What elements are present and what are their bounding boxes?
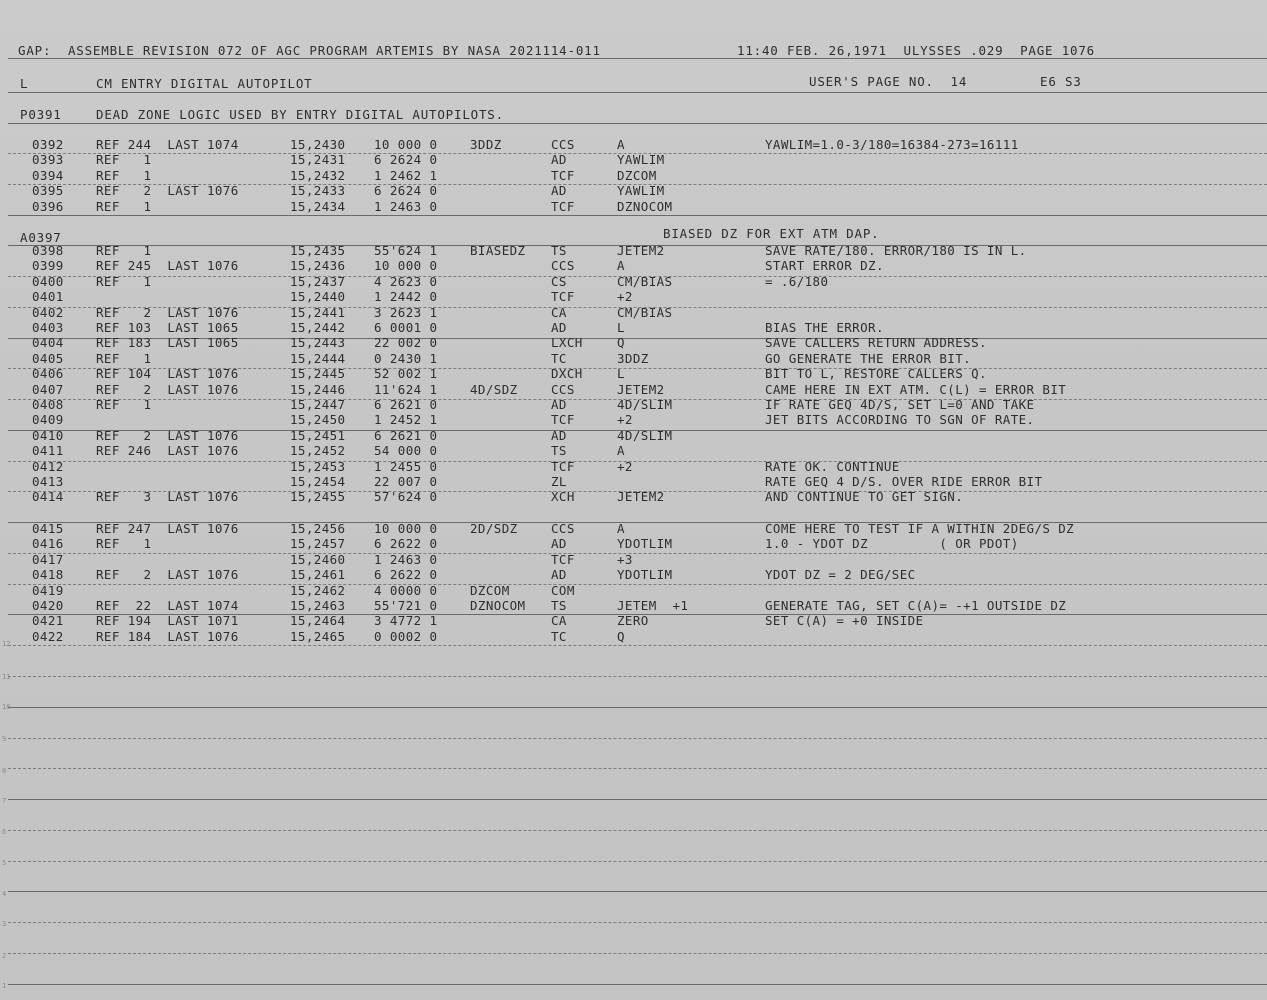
listing-operand: 4D/SLIM [617,397,673,412]
listing-op: AD [551,183,567,199]
listing-word: 57'624 0 [374,489,438,505]
listing-word: 10 000 0 [374,137,438,152]
listing-comment: YDOT DZ = 2 DEG/SEC [765,567,916,583]
listing-operand: JETEM2 [617,243,665,258]
listing-ref: REF 245 LAST 1076 [96,258,239,274]
listing-operand: JETEM2 [617,381,665,397]
listing-ref: REF 247 LAST 1076 [96,521,239,536]
section-label-a0397: A0397 [20,230,62,245]
listing-op: TC [551,350,567,366]
listing-word: 1 2462 1 [374,167,438,183]
listing-row [0,413,1267,428]
listing-line: 0399 [32,258,64,274]
listing-addr: 15,2462 [290,582,346,598]
listing-operand: L [617,320,625,335]
listing-label: 2D/SDZ [470,521,518,536]
listing-label: DZNOCOM [470,598,526,613]
listing-word: 55'721 0 [374,598,438,613]
listing-line: 0412 [32,458,64,474]
listing-ref: REF 183 LAST 1065 [96,335,239,351]
listing-line: 0406 [32,366,64,382]
listing-op: TS [551,443,567,459]
listing-comment: START ERROR DZ. [765,258,884,274]
listing-comment: BIAS THE ERROR. [765,320,884,335]
listing-word: 54 000 0 [374,443,438,459]
listing-comment: IF RATE GEQ 4D/S, SET L=0 AND TAKE [765,397,1035,412]
listing-operand: JETEM +1 [617,598,689,613]
listing-line: 0415 [32,521,64,536]
listing-row [0,475,1267,490]
listing-line: 0402 [32,304,64,320]
listing-label: BIASEDZ [470,243,526,258]
listing-row [0,367,1267,382]
listing-op: ZL [551,474,567,489]
listing-addr: 15,2433 [290,183,346,199]
section-label-p0391: P0391 [20,107,62,122]
listing-row [0,290,1267,305]
listing-ref: REF 22 LAST 1074 [96,598,239,613]
listing-row [0,444,1267,459]
listing-line: 0408 [32,397,64,412]
listing-addr: 15,2441 [290,304,346,320]
listing-word: 4 0000 0 [374,582,438,598]
listing-line: 0409 [32,412,64,428]
listing-addr: 15,2436 [290,258,346,274]
listing-comment: RATE OK. CONTINUE [765,458,900,474]
listing-row [0,259,1267,274]
listing-comment: RATE GEQ 4 D/S. OVER RIDE ERROR BIT [765,474,1043,489]
listing-line: 0416 [32,536,64,552]
listing-ref: REF 1 [96,350,152,366]
listing-row [0,630,1267,645]
listing-word: 10 000 0 [374,258,438,274]
listing-word: 22 007 0 [374,474,438,489]
listing-word: 55'624 1 [374,243,438,258]
listing-row [0,352,1267,367]
listing-comment: BIT TO L, RESTORE CALLERS Q. [765,366,987,382]
listing-row [0,321,1267,336]
listing-ref: REF 3 LAST 1076 [96,489,239,505]
listing-row [0,568,1267,583]
printout-page: GAP: ASSEMBLE REVISION 072 OF AGC PROGRAM ARTEMIS BY NASA 2021114-011 11:40 FEB. 26,1971 ULYSSES .029 PAGE 1076 L CM ENTRY DIGITAL AUTOPILOT USER'S PAGE NO. 14 E6 S3 P0391 DEAD ZONE LOGIC USED BY ENTRY DIGITAL AUTOPILOTS. 0392 REF 244 LAST 1074 15,2430 10 000 0 3DDZ CCS A YAWLIM=1.0-3/180=16384-273=16111 0393 REF 1 15,2431 6 2624 0 AD YAWLIM 0394 REF 1 15,2432 1 2462 1 TCF DZCOM 0395 REF 2 LAST 1076 15,2433 6 2624 0 AD YAWLIM 0396 REF 1 15,2434 1 2463 0 TCF DZNOCOM A0397 BIASED DZ FOR EXT ATM DAP. 0398 REF 1 15,2435 55'624 1 BIASEDZ TS JETEM2 SAVE RATE/180. ERROR/180 IS IN L. 0399 REF 245 LAST 1076 15,2436 10 000 0 CCS A START ERROR DZ. 0400 REF 1 15,2437 4 2623 0 CS CM/BIAS = .6/180 0401 15,2440 1 2442 0 TCF +2 0402 REF 2 LAST 1076 15,2441 3 2623 1 CA CM/BIAS 0403 REF 103 LAST 1065 15,2442 6 0001 0 AD L BIAS THE ERROR. 0404 REF 183 LAST 1065 15,2443 22 002 0 LXCH Q SAVE CALLERS RETURN ADDRESS. 0405 REF 1 15,2444 0 2430 1 TC 3DDZ GO GENERATE THE ERROR BIT. 0406 REF 104 LAST 1076 15,2445 52 002 1 DXCH L BIT TO L, RESTORE CALLERS Q. 0407 REF 2 LAST 1076 15,2446 11'624 1 4D/SDZ CCS JETEM2 CAME HERE IN EXT ATM. C(L) = ERROR BIT 0408 REF 1 15,2447 6 2621 0 AD 4D/SLIM IF RATE GEQ 4D/S, SET L=0 AND TAKE 0409 15,2450 1 2452 1 TCF +2 JET BITS ACCORDING TO SGN OF RATE. 0410 REF 2 LAST 1076 15,2451 6 2621 0 AD 4D/SLIM 0411 REF 246 LAST 1076 15,2452 54 000 0 TS A 0412 15,2453 1 2455 0 TCF +2 RATE OK. CONTINUE 0413 15,2454 22 007 0 ZL RATE GEQ 4 D/S. OVER RIDE ERROR BIT 0414 REF 3 LAST 1076 15,2455 57'624 0 XCH JETEM2 AND CONTINUE TO GET SIGN. 0415 REF 247 LAST 1076 15,2456 10 000 0 2D/SDZ CCS A COME HERE TO TEST IF A WITHIN 2DEG/S DZ 0416 REF 1 15,2457 6 2622 0 AD YDOTLIM 1.0 - YDOT DZ ( OR PDOT) 0417 15,2460 1 2463 0 TCF +3 0418 REF 2 LAST 1076 15,2461 6 2622 0 AD YDOTLIM YDOT DZ = 2 DEG/SEC 0419 15,2462 4 0000 0 DZCOM COM 0420 REF 22 LAST 1074 15,2463 55'721 0 DZNOCOM TS JETEM +1 GENERATE TAG, SET C(A)= -+1 OUTSIDE DZ 0421 REF 194 LAST 1071 15,2464 3 4772 1 CA ZERO SET C(A) = +0 INSIDE 0422 REF 184 LAST 1076 15,2465 0 0002 0 TC Q 12 11 10 9 8 7 6 5 4 3 2 1 [0,0,1267,1000]
listing-comment: SET C(A) = +0 INSIDE [765,613,924,629]
listing-op: TS [551,598,567,613]
listing-row [0,614,1267,629]
listing-line: 0413 [32,474,64,489]
listing-operand: +2 [617,412,633,428]
listing-operand: 4D/SLIM [617,427,673,443]
listing-op: CCS [551,258,575,274]
listing-comment: YAWLIM=1.0-3/180=16384-273=16111 [765,137,1019,152]
listing-row [0,599,1267,614]
listing-row [0,537,1267,552]
listing-operand: YDOTLIM [617,536,673,552]
listing-word: 3 2623 1 [374,304,438,320]
listing-ref: REF 1 [96,198,152,214]
listing-ref: REF 184 LAST 1076 [96,628,239,644]
listing-word: 10 000 0 [374,521,438,536]
listing-ref: REF 1 [96,167,152,183]
listing-word: 6 2621 0 [374,397,438,412]
page-code: E6 S3 [1040,74,1082,89]
listing-addr: 15,2434 [290,198,346,214]
listing-comment: GO GENERATE THE ERROR BIT. [765,350,972,366]
listing-addr: 15,2430 [290,137,346,152]
listing-op: TCF [551,167,575,183]
listing-ref: REF 244 LAST 1074 [96,137,239,152]
listing-word: 0 0002 0 [374,628,438,644]
listing-ref: REF 104 LAST 1076 [96,366,239,382]
listing-word: 6 2624 0 [374,152,438,168]
listing-addr: 15,2452 [290,443,346,459]
listing-addr: 15,2456 [290,521,346,536]
listing-ref: REF 2 LAST 1076 [96,567,239,583]
listing-operand: L [617,366,625,382]
listing-row [0,429,1267,444]
listing-comment: 1.0 - YDOT DZ ( OR PDOT) [765,536,1019,552]
listing-op: TCF [551,289,575,305]
listing-addr: 15,2450 [290,412,346,428]
listing-operand: YDOTLIM [617,567,673,583]
listing-word: 1 2442 0 [374,289,438,305]
listing-ref: REF 194 LAST 1071 [96,613,239,629]
listing-op: TCF [551,198,575,214]
listing-operand: A [617,521,625,536]
section-description: DEAD ZONE LOGIC USED BY ENTRY DIGITAL AUTOPILOTS. [96,107,504,122]
page-title: CM ENTRY DIGITAL AUTOPILOT [96,76,313,91]
listing-op: TCF [551,458,575,474]
listing-line: 0396 [32,198,64,214]
listing-line: 0407 [32,381,64,397]
listing-comment: AND CONTINUE TO GET SIGN. [765,489,964,505]
listing-ref: REF 246 LAST 1076 [96,443,239,459]
listing-op: LXCH [551,335,583,351]
listing-word: 4 2623 0 [374,273,438,289]
listing-op: AD [551,536,567,552]
listing-op: XCH [551,489,575,505]
listing-operand: DZCOM [617,167,657,183]
listing-addr: 15,2432 [290,167,346,183]
listing-line: 0411 [32,443,64,459]
listing-line: 0395 [32,183,64,199]
listing-addr: 15,2437 [290,273,346,289]
listing-word: 1 2455 0 [374,458,438,474]
listing-word: 22 002 0 [374,335,438,351]
listing-ref: REF 1 [96,273,152,289]
listing-op: CCS [551,381,575,397]
listing-operand: +2 [617,289,633,305]
listing-line: 0414 [32,489,64,505]
listing-op: TCF [551,551,575,567]
listing-operand: A [617,258,625,274]
listing-row [0,553,1267,568]
listing-operand: ZERO [617,613,649,629]
listing-word: 6 0001 0 [374,320,438,335]
listing-line: 0400 [32,273,64,289]
listing-word: 6 2622 0 [374,536,438,552]
listing-operand: 3DDZ [617,350,649,366]
listing-word: 1 2463 0 [374,551,438,567]
listing-addr: 15,2447 [290,397,346,412]
listing-addr: 15,2431 [290,152,346,168]
listing-word: 6 2624 0 [374,183,438,199]
listing-op: TS [551,243,567,258]
listing-ref: REF 2 LAST 1076 [96,381,239,397]
listing-word: 11'624 1 [374,381,438,397]
listing-comment: = .6/180 [765,273,829,289]
listing-ref: REF 1 [96,243,152,258]
listing-addr: 15,2465 [290,628,346,644]
listing-addr: 15,2453 [290,458,346,474]
listing-operand: A [617,443,625,459]
users-page-number: USER'S PAGE NO. 14 [809,74,968,89]
listing-row [0,153,1267,168]
listing-addr: 15,2461 [290,567,346,583]
listing-operand: Q [617,628,625,644]
listing-label: 3DDZ [470,137,502,152]
listing-row [0,244,1267,259]
listing-op: CCS [551,137,575,152]
listing-comment: JET BITS ACCORDING TO SGN OF RATE. [765,412,1035,428]
listing-addr: 15,2443 [290,335,346,351]
listing-addr: 15,2451 [290,427,346,443]
listing-op: AD [551,320,567,335]
listing-word: 52 002 1 [374,366,438,382]
listing-line: 0410 [32,427,64,443]
listing-line: 0392 [32,137,64,152]
listing-op: AD [551,152,567,168]
listing-addr: 15,2445 [290,366,346,382]
listing-row [0,138,1267,153]
listing-op: COM [551,582,575,598]
listing-word: 6 2621 0 [374,427,438,443]
listing-row [0,169,1267,184]
listing-operand: Q [617,335,625,351]
listing-ref: REF 2 LAST 1076 [96,183,239,199]
listing-operand: DZNOCOM [617,198,673,214]
listing-ref: REF 2 LAST 1076 [96,427,239,443]
listing-op: TCF [551,412,575,428]
listing-comment: COME HERE TO TEST IF A WITHIN 2DEG/S DZ [765,521,1075,536]
listing-line: 0404 [32,335,64,351]
listing-line: 0417 [32,551,64,567]
listing-row [0,490,1267,505]
timestamp-header: 11:40 FEB. 26,1971 ULYSSES .029 PAGE 1076 [737,43,1096,58]
listing-operand: A [617,137,625,152]
listing-operand: +2 [617,458,633,474]
listing-addr: 15,2435 [290,243,346,258]
listing-addr: 15,2446 [290,381,346,397]
listing-label: 4D/SDZ [470,381,518,397]
listing-addr: 15,2444 [290,350,346,366]
listing-op: AD [551,567,567,583]
listing-line: 0420 [32,598,64,613]
listing-word: 0 2430 1 [374,350,438,366]
listing-line: 0422 [32,628,64,644]
section-marker: L [20,76,28,91]
listing-line: 0421 [32,613,64,629]
listing-row [0,460,1267,475]
listing-word: 1 2452 1 [374,412,438,428]
listing-op: TC [551,628,567,644]
section-comment: BIASED DZ FOR EXT ATM DAP. [663,226,880,241]
listing-comment: SAVE RATE/180. ERROR/180 IS IN L. [765,243,1027,258]
listing-op: CCS [551,521,575,536]
listing-ref: REF 1 [96,152,152,168]
assemble-header: GAP: ASSEMBLE REVISION 072 OF AGC PROGRAM ARTEMIS BY NASA 2021114-011 [18,43,601,58]
listing-ref: REF 1 [96,536,152,552]
listing-row [0,584,1267,599]
listing-op: AD [551,427,567,443]
listing-line: 0398 [32,243,64,258]
listing-line: 0418 [32,567,64,583]
listing-op: CA [551,304,567,320]
listing-ref: REF 1 [96,397,152,412]
listing-line: 0393 [32,152,64,168]
listing-row [0,200,1267,215]
listing-op: DXCH [551,366,583,382]
listing-ref: REF 103 LAST 1065 [96,320,239,335]
listing-row [0,398,1267,413]
listing-operand: CM/BIAS [617,304,673,320]
listing-row [0,336,1267,351]
listing-op: AD [551,397,567,412]
listing-addr: 15,2454 [290,474,346,489]
listing-line: 0419 [32,582,64,598]
listing-addr: 15,2455 [290,489,346,505]
listing-op: CA [551,613,567,629]
listing-comment: SAVE CALLERS RETURN ADDRESS. [765,335,987,351]
listing-op: CS [551,273,567,289]
listing-operand: CM/BIAS [617,273,673,289]
listing-word: 3 4772 1 [374,613,438,629]
listing-row [0,184,1267,199]
listing-row [0,522,1267,537]
listing-comment: CAME HERE IN EXT ATM. C(L) = ERROR BIT [765,381,1067,397]
listing-row [0,306,1267,321]
listing-label: DZCOM [470,582,510,598]
listing-operand: +3 [617,551,633,567]
listing-addr: 15,2457 [290,536,346,552]
listing-addr: 15,2463 [290,598,346,613]
listing-addr: 15,2440 [290,289,346,305]
listing-comment: GENERATE TAG, SET C(A)= -+1 OUTSIDE DZ [765,598,1067,613]
listing-line: 0403 [32,320,64,335]
listing-line: 0401 [32,289,64,305]
listing-addr: 15,2464 [290,613,346,629]
listing-addr: 15,2442 [290,320,346,335]
listing-operand: YAWLIM [617,152,665,168]
listing-ref: REF 2 LAST 1076 [96,304,239,320]
listing-word: 6 2622 0 [374,567,438,583]
listing-word: 1 2463 0 [374,198,438,214]
listing-addr: 15,2460 [290,551,346,567]
listing-row [0,383,1267,398]
listing-row [0,275,1267,290]
listing-operand: YAWLIM [617,183,665,199]
listing-line: 0394 [32,167,64,183]
listing-line: 0405 [32,350,64,366]
listing-operand: JETEM2 [617,489,665,505]
